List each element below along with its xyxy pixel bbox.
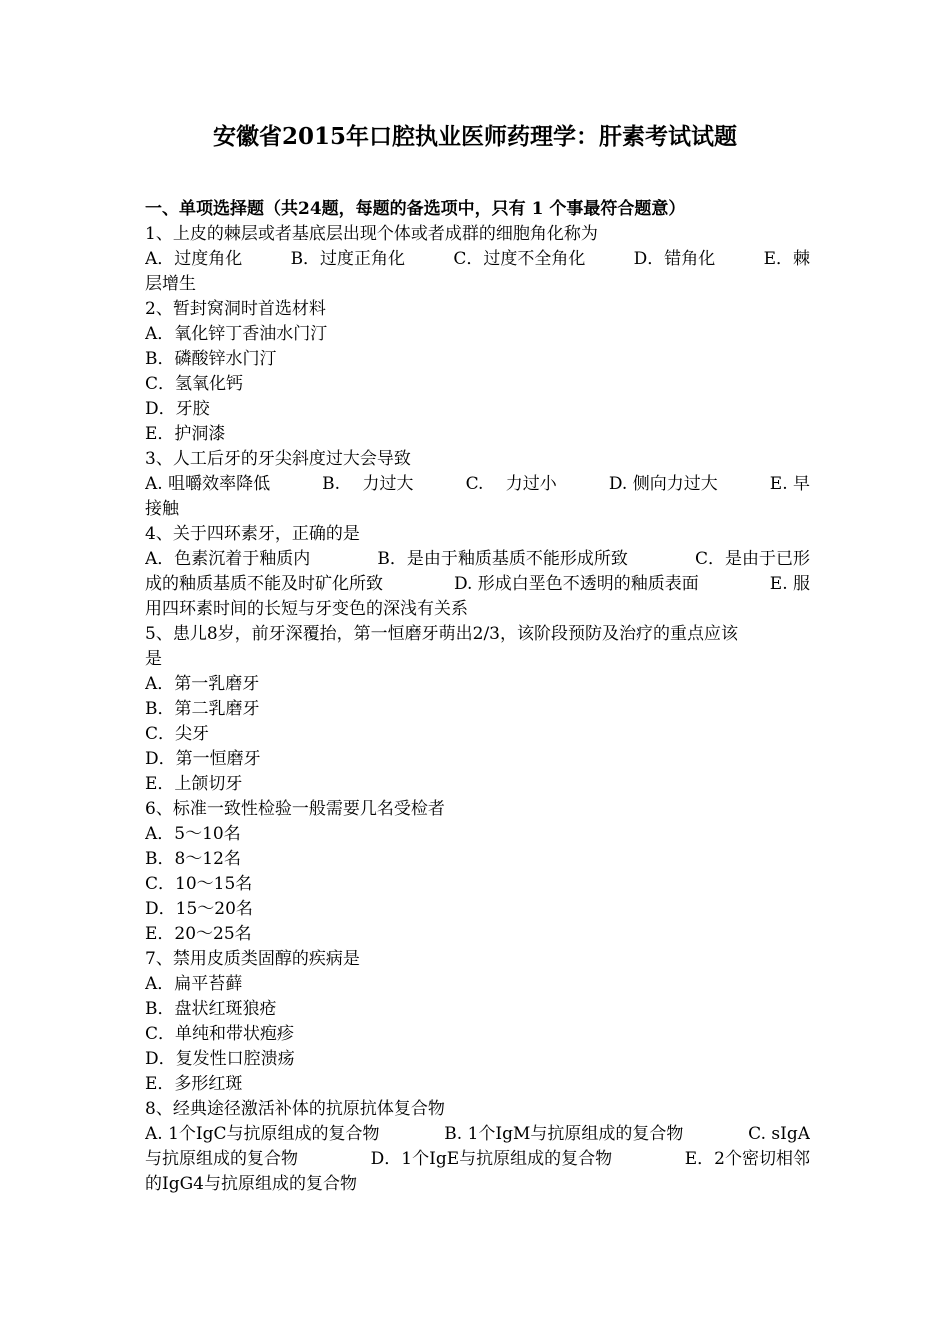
option-c: C．是由于已形 (694, 549, 810, 569)
option-b: B．是由于釉质基质不能形成所致 (377, 549, 628, 569)
option-e: E．护洞漆 (145, 424, 226, 444)
question-1-stem: 1、上皮的棘层或者基底层出现个体或者成群的细胞角化称为 (145, 224, 598, 244)
option-b: B．第二乳磨牙 (145, 699, 260, 719)
option-a: A．氧化锌丁香油水门汀 (145, 324, 328, 344)
option-a: A．扁平苔藓 (145, 974, 243, 994)
option-c: C．10～15名 (145, 874, 253, 894)
option-b: B．8～12名 (145, 849, 241, 869)
option-e: E．棘 (763, 249, 810, 269)
section-header: 一、单项选择题（共24题，每题的备选项中，只有 1 个事最符合题意） (145, 199, 686, 219)
option-e: E．20～25名 (145, 924, 252, 944)
option-a: A. 1个IgC与抗原组成的复合物 (145, 1124, 380, 1144)
option-d: D．第一恒磨牙 (145, 749, 261, 769)
option-b: B．过度正角化 (290, 249, 406, 269)
option-a: A．第一乳磨牙 (145, 674, 260, 694)
question-3-options-continued: 接触 (145, 499, 179, 519)
question-1-options-row (145, 247, 810, 272)
option-e: E．上颌切牙 (145, 774, 243, 794)
question-8-stem: 8、经典途径激活补体的抗原抗体复合物 (145, 1099, 445, 1119)
option-a: A．色素沉着于釉质内 (145, 549, 311, 569)
option-c: C．尖牙 (145, 724, 210, 744)
option-c: C. 力过小 (465, 474, 557, 494)
question-4-options-row-2 (145, 572, 810, 597)
question-5-stem: 5、患儿8岁，前牙深覆抬，第一恒磨牙萌出2/3，该阶段预防及治疗的重点应该 (145, 624, 738, 644)
option-a: A．5～10名 (145, 824, 241, 844)
option-e: E. 早 (769, 474, 810, 494)
option-c: C．单纯和带状疱疹 (145, 1024, 295, 1044)
question-7-stem: 7、禁用皮质类固醇的疾病是 (145, 949, 360, 969)
question-2-stem: 2、暂封窝洞时首选材料 (145, 299, 326, 319)
question-8-options-row-2 (145, 1147, 810, 1172)
option-d: D. 形成白垩色不透明的釉质表面 (453, 574, 699, 594)
option-d: D. 侧向力过大 (608, 474, 718, 494)
option-e: E．多形红斑 (145, 1074, 243, 1094)
option-d: D．复发性口腔溃疡 (145, 1049, 295, 1069)
option-a: A．过度角化 (145, 249, 243, 269)
question-8-options-continued: 的IgG4与抗原组成的复合物 (145, 1174, 357, 1194)
question-1-options-continued: 层增生 (145, 274, 196, 294)
option-a: A. 咀嚼效率降低 (145, 474, 271, 494)
option-b: B．磷酸锌水门汀 (145, 349, 277, 369)
option-d: D．15～20名 (145, 899, 253, 919)
option-d: D．1个IgE与抗原组成的复合物 (370, 1149, 613, 1169)
question-8-options-row-1 (145, 1122, 810, 1147)
option-b: B．盘状红斑狼疮 (145, 999, 277, 1019)
question-6-stem: 6、标准一致性检验一般需要几名受检者 (145, 799, 445, 819)
question-5-stem-continued: 是 (145, 649, 162, 669)
question-4-stem: 4、关于四环素牙，正确的是 (145, 524, 360, 544)
question-list (145, 197, 810, 1197)
option-c-continued: 成的釉质基质不能及时矿化所致 (145, 574, 383, 594)
question-4-options-continued: 用四环素时间的长短与牙变色的深浅有关系 (145, 599, 468, 619)
question-3-options-row (145, 472, 810, 497)
option-c: C．氢氧化钙 (145, 374, 244, 394)
option-c: C. sIgA (748, 1124, 810, 1144)
option-e: E．2个密切相邻 (684, 1149, 810, 1169)
option-c: C．过度不全角化 (453, 249, 586, 269)
option-b: B. 力过大 (322, 474, 414, 494)
question-4-options-row-1 (145, 547, 810, 572)
option-d: D．错角化 (633, 249, 716, 269)
question-3-stem: 3、人工后牙的牙尖斜度过大会导致 (145, 449, 411, 469)
option-e: E. 服 (769, 574, 810, 594)
option-b: B. 1个IgM与抗原组成的复合物 (444, 1124, 684, 1144)
page-title: 安徽省2015年口腔执业医师药理学：肝素考试试题 (212, 123, 737, 150)
option-d: D．牙胶 (145, 399, 210, 419)
option-c-continued: 与抗原组成的复合物 (145, 1149, 298, 1169)
